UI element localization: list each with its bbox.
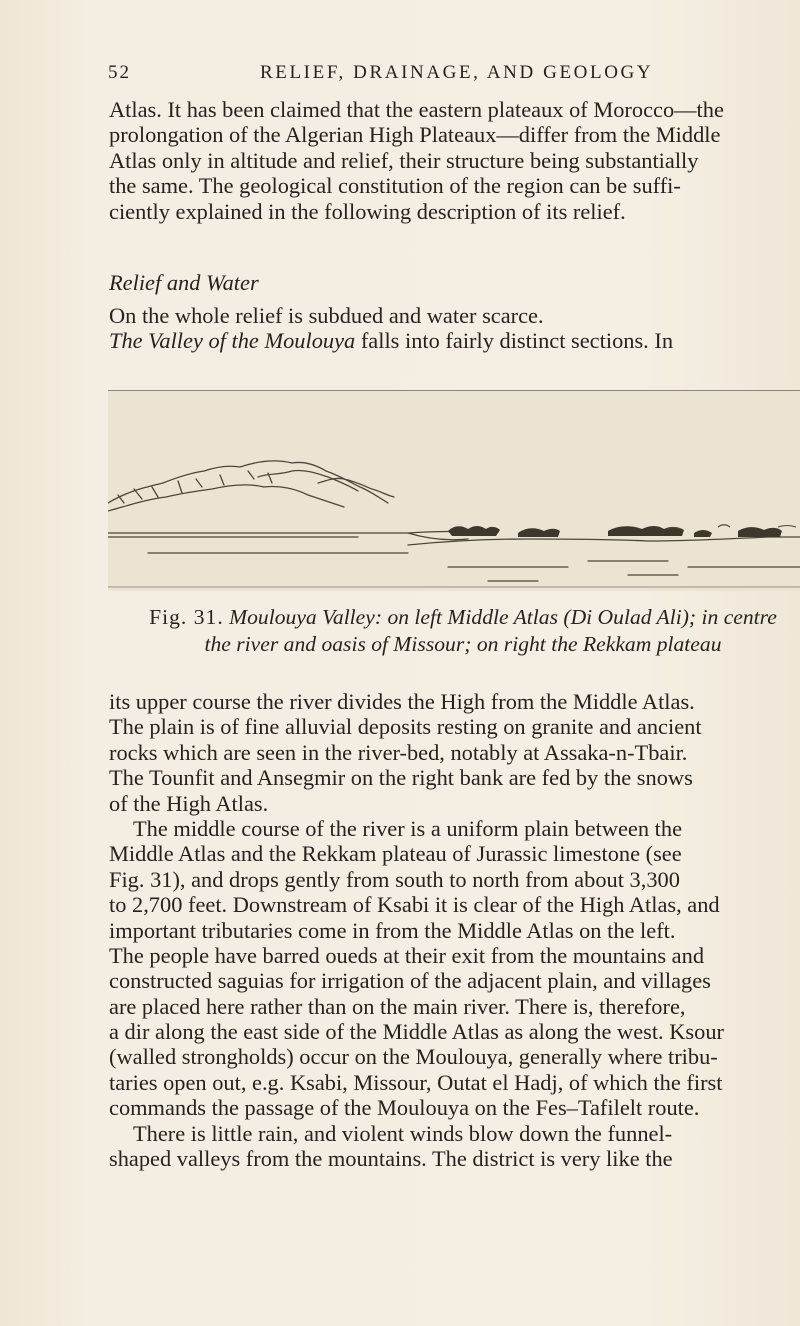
text-line: constructed saguias for irrigation of the adjacent plain, and villages — [109, 968, 711, 994]
figure-caption — [118, 604, 800, 658]
caption-line-2: the river and oasis of Missour; on right the Rekkam plateau — [204, 632, 722, 656]
text-line: The Valley of the Moulouya falls into fairly distinct sections. In — [109, 328, 674, 354]
text-line: a dir along the east side of the Middle Atlas as along the west. Ksour — [109, 1019, 724, 1045]
text-line: Fig. 31), and drops gently from south to north from about 3,300 — [109, 866, 680, 892]
page-number: 52 — [108, 62, 131, 83]
text-line: taries open out, e.g. Ksabi, Missour, Outat el Hadj, of which the first — [109, 1069, 723, 1095]
text-line: There is little rain, and violent winds blow down the funnel- — [133, 1120, 673, 1146]
body-text — [109, 689, 800, 1171]
text-line: its upper course the river divides the High from the Middle Atlas. — [109, 689, 695, 714]
running-header — [108, 62, 788, 92]
text-line: On the whole relief is subdued and water scarce. — [109, 303, 544, 328]
text-line: rocks which are seen in the river-bed, notably at Assaka-n-Tbair. — [109, 739, 688, 765]
text-line: Atlas only in altitude and relief, their structure being substantially — [109, 147, 699, 173]
text-line: The Tounfit and Ansegmir on the right bank are fed by the snows — [109, 765, 693, 791]
text-line: shaped valleys from the mountains. The district is very like the — [109, 1146, 673, 1172]
text-line: to 2,700 feet. Downstream of Ksabi it is clear of the High Atlas, and — [109, 892, 720, 918]
text-line: important tributaries come in from the Middle Atlas on the left. — [109, 917, 676, 943]
figure-label: Fig. 31. — [149, 605, 224, 629]
caption-line-1: Moulouya Valley: on left Middle Atlas (Di Oulad Ali); in centre — [229, 605, 777, 629]
running-title: RELIEF, DRAINAGE, AND GEOLOGY — [260, 62, 654, 83]
text-line: the same. The geological constitution of the region can be suffi- — [109, 173, 681, 199]
intro-paragraph — [109, 97, 800, 224]
text-line: The middle course of the river is a uniform plain between the — [133, 815, 683, 841]
text-line: of the High Atlas. — [109, 790, 269, 816]
valley-sketch — [108, 391, 800, 591]
text-line: Atlas. It has been claimed that the eastern plateaux of Morocco—the — [109, 97, 724, 122]
figure-illustration — [108, 390, 800, 591]
section-intro — [109, 303, 800, 354]
text-line: (walled strongholds) occur on the Moulouya, generally where tribu- — [109, 1044, 718, 1070]
text-line: are placed here rather than on the main river. There is, therefore, — [109, 993, 686, 1019]
italic-phrase: The Valley of the Moulouya — [109, 328, 356, 354]
text-line: The plain is of fine alluvial deposits resting on granite and ancient — [109, 714, 702, 740]
text-line: prolongation of the Algerian High Plateaux—differ from the Middle — [109, 122, 721, 148]
text-line: commands the passage of the Moulouya on the Fes–Tafilelt route. — [109, 1095, 700, 1121]
text-line: Middle Atlas and the Rekkam plateau of Jurassic limestone (see — [109, 841, 682, 867]
text-line: ciently explained in the following description of its relief. — [109, 198, 626, 224]
text-line: The people have barred oueds at their exit from the mountains and — [109, 942, 705, 968]
section-heading: Relief and Water — [109, 270, 259, 295]
